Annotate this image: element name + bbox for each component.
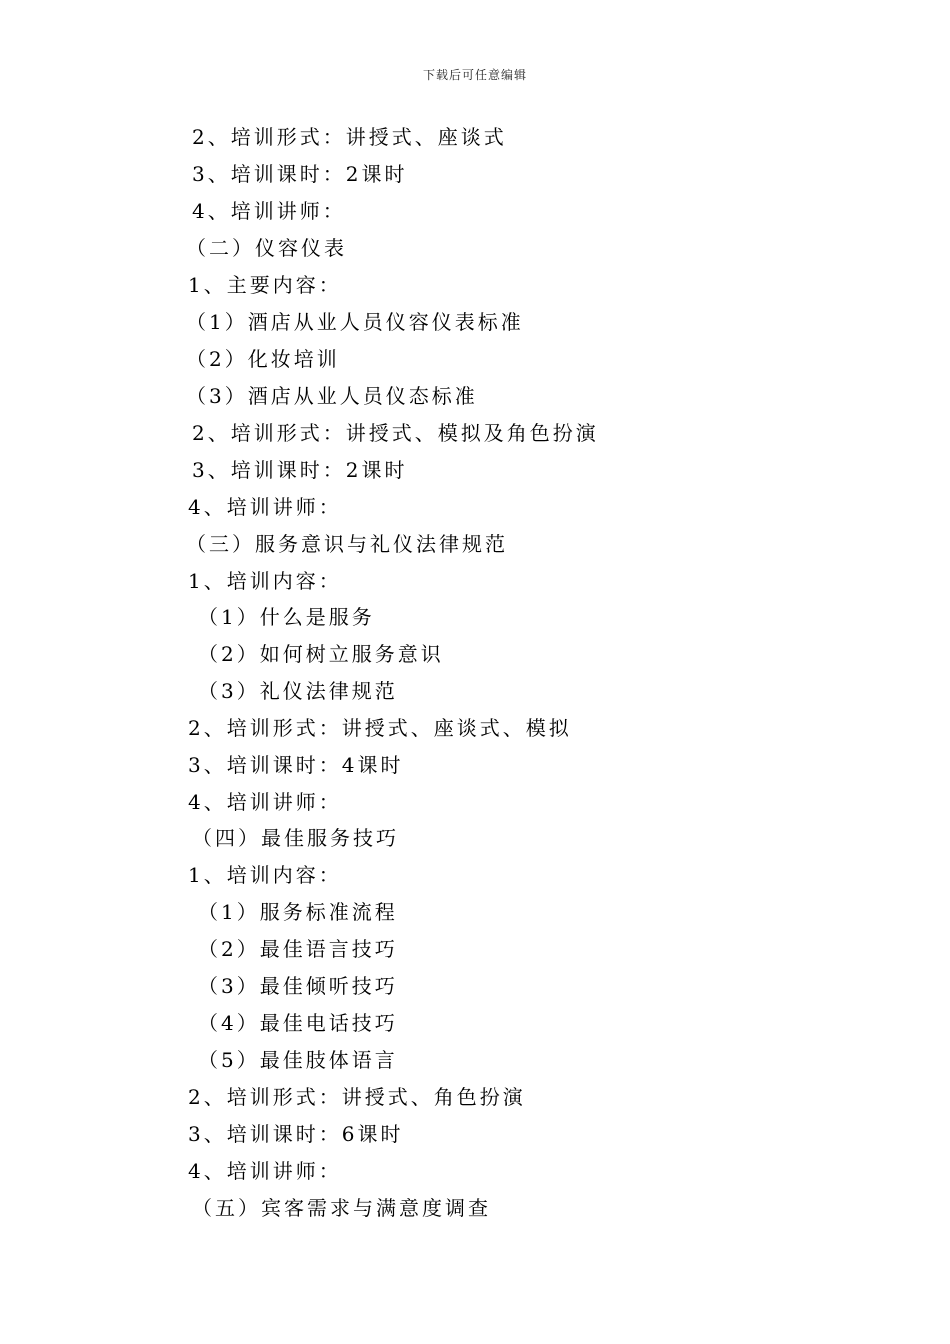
- list-item: （5）最佳肢体语言: [198, 1048, 398, 1072]
- line-training-lecturer: 4、培训讲师：: [188, 790, 342, 814]
- section-heading: （二）仪容仪表: [186, 236, 347, 260]
- list-item: （3）礼仪法律规范: [198, 679, 398, 703]
- list-item: （2）如何树立服务意识: [198, 642, 444, 666]
- section-heading: （四）最佳服务技巧: [192, 826, 399, 850]
- list-item: （2）化妆培训: [186, 347, 340, 371]
- line-training-hours: 3、培训课时：2课时: [192, 162, 408, 186]
- list-item: （1）酒店从业人员仪容仪表标准: [186, 310, 524, 334]
- line-training-format: 2、培训形式：讲授式、座谈式: [192, 125, 507, 149]
- section-heading: （五）宾客需求与满意度调查: [192, 1196, 491, 1220]
- line-training-hours: 3、培训课时：6课时: [188, 1122, 404, 1146]
- section-heading: （三）服务意识与礼仪法律规范: [186, 532, 508, 556]
- line-training-lecturer: 4、培训讲师：: [188, 495, 342, 519]
- list-item: （2）最佳语言技巧: [198, 937, 398, 961]
- line-training-content: 1、培训内容：: [188, 569, 342, 593]
- list-item: （1）服务标准流程: [198, 900, 398, 924]
- line-training-format: 2、培训形式：讲授式、模拟及角色扮演: [192, 421, 599, 445]
- line-training-content: 1、培训内容：: [188, 863, 342, 887]
- list-item: （3）最佳倾听技巧: [198, 974, 398, 998]
- list-item: （1）什么是服务: [198, 605, 375, 629]
- list-item: （3）酒店从业人员仪态标准: [186, 384, 478, 408]
- line-main-content: 1、主要内容：: [188, 273, 342, 297]
- line-training-lecturer: 4、培训讲师：: [192, 199, 346, 223]
- line-training-hours: 3、培训课时：4课时: [188, 753, 404, 777]
- page-header: 下载后可任意编辑: [422, 68, 527, 82]
- line-training-lecturer: 4、培训讲师：: [188, 1159, 342, 1183]
- line-training-format: 2、培训形式：讲授式、角色扮演: [188, 1085, 526, 1109]
- line-training-hours: 3、培训课时：2课时: [192, 458, 408, 482]
- list-item: （4）最佳电话技巧: [198, 1011, 398, 1035]
- line-training-format: 2、培训形式：讲授式、座谈式、模拟: [188, 716, 572, 740]
